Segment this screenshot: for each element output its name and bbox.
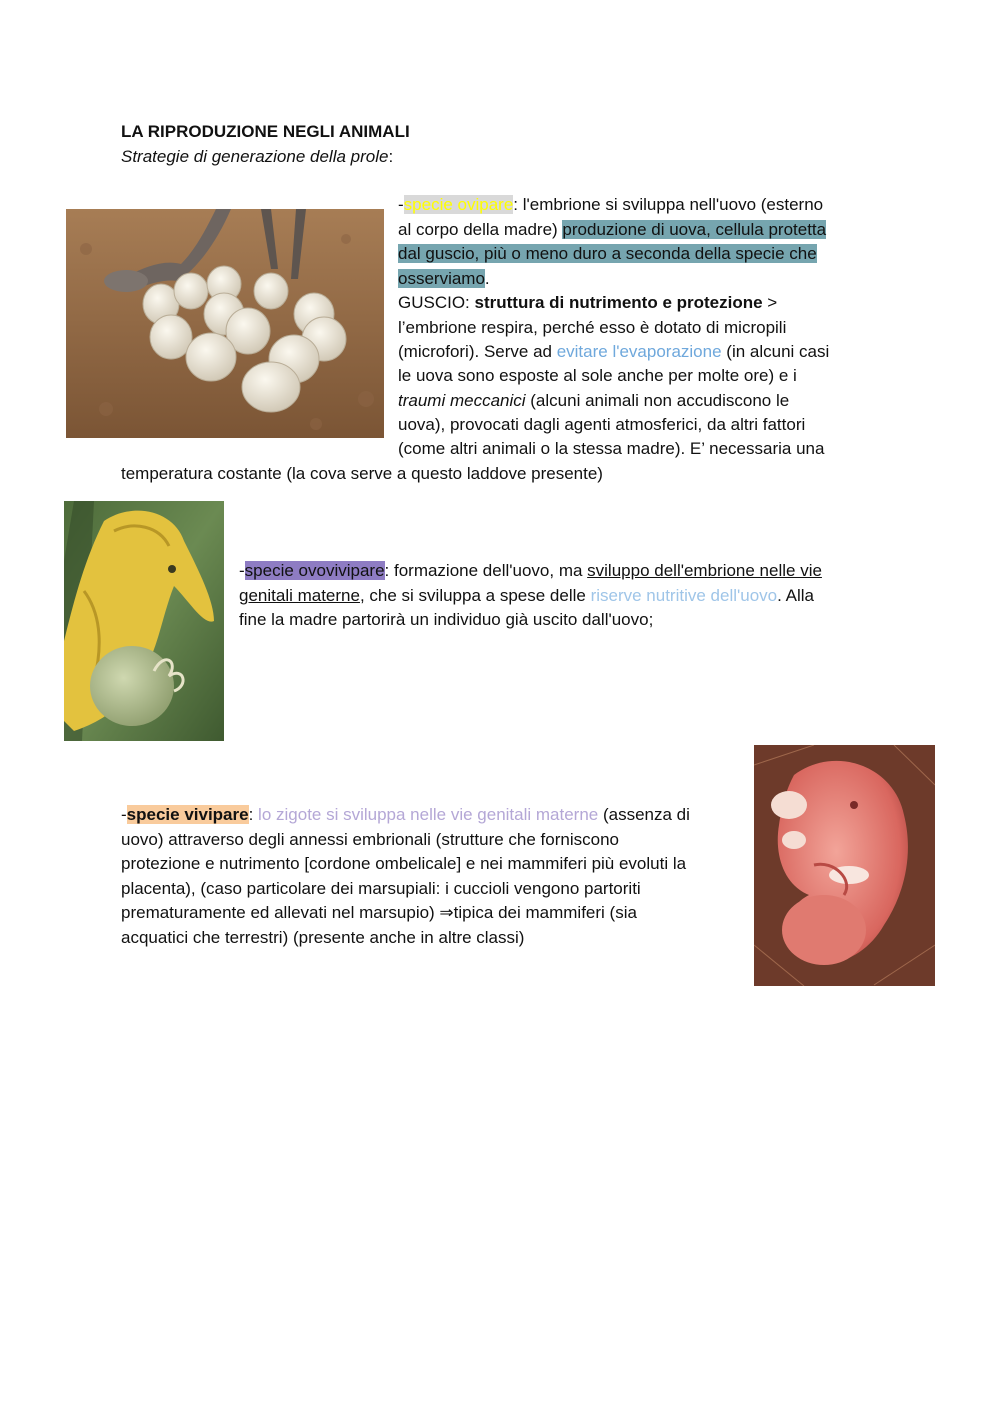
oviparous-line-6: l’embrione respira, perché esso è dotato di micropili xyxy=(398,318,787,337)
dash: - xyxy=(121,805,127,824)
text: , che si sviluppa a spese delle xyxy=(359,586,591,605)
oviparous-line-1 xyxy=(398,193,823,218)
oviparous-line-12: temperatura costante (la cova serve a questo laddove presente) xyxy=(121,464,603,483)
viviparous-line-3: protezione e nutrimento [cordone ombelicale] e nei mammiferi più evoluti la xyxy=(121,854,687,873)
viviparous-term: specie vivipare xyxy=(126,805,249,824)
page-subtitle xyxy=(121,145,393,170)
viviparous-line-5: prematuramente ed allevati nel marsupio) ⇒tipica dei mammiferi (sia xyxy=(121,903,637,922)
subtitle-text: Strategie di generazione della prole xyxy=(121,147,389,166)
text: . xyxy=(484,269,490,288)
oviparous-line-7 xyxy=(398,340,829,365)
oviparous-line-5 xyxy=(398,291,777,316)
colored-text: riserve nutritive dell'uovo xyxy=(590,586,778,605)
text: : formazione dell'uovo, ma xyxy=(384,561,588,580)
oviparous-line-3 xyxy=(398,242,817,267)
oviparous-term: specie ovipare xyxy=(403,195,514,214)
page-title: LA RIPRODUZIONE NEGLI ANIMALI xyxy=(121,122,410,141)
subtitle-colon: : xyxy=(388,147,394,166)
text: . Alla xyxy=(777,586,814,605)
viviparous-line-1 xyxy=(121,803,690,828)
oviparous-line-4 xyxy=(398,267,490,292)
text: GUSCIO: xyxy=(398,293,475,312)
text: : l'embrione si sviluppa nell'uovo (esterno xyxy=(513,195,824,214)
mammal-embryo-image xyxy=(754,745,935,986)
colored-text: evitare l'evaporazione xyxy=(556,342,722,361)
oviparous-line-2 xyxy=(398,218,826,243)
text: > xyxy=(762,293,778,312)
text: al corpo della madre) xyxy=(398,220,563,239)
text: : xyxy=(248,805,259,824)
ovoviviparous-line-2 xyxy=(239,584,814,609)
oviparous-line-9 xyxy=(398,389,789,414)
underlined-text: genitali materne xyxy=(239,586,360,605)
viviparous-line-2: uovo) attraverso degli annessi embrionali (strutture che forniscono xyxy=(121,830,619,849)
oviparous-line-11: (come altri animali o la stessa madre). E’ necessaria una xyxy=(398,439,825,458)
bold-text: struttura di nutrimento e protezione xyxy=(474,293,763,312)
dash: - xyxy=(239,561,245,580)
ovoviviparous-term: specie ovovivipare xyxy=(244,561,385,580)
seahorse-image xyxy=(64,501,224,741)
ostrich-eggs-image xyxy=(66,209,384,438)
text: (microfori). Serve ad xyxy=(398,342,557,361)
oviparous-line-8: le uova sono esposte al sole anche per molte ore) e i xyxy=(398,366,797,385)
oviparous-line-10: uova), provocati dagli agenti atmosferici, da altri fattori xyxy=(398,415,806,434)
highlighted-text: osserviamo xyxy=(398,269,485,288)
colored-text: lo zigote si sviluppa nelle vie genitali materne xyxy=(258,805,599,824)
text: (alcuni animali non accudiscono le xyxy=(525,391,790,410)
dash: - xyxy=(398,195,404,214)
text: (assenza di xyxy=(598,805,690,824)
ovoviviparous-line-1 xyxy=(239,559,822,584)
viviparous-line-4: placenta), (caso particolare dei marsupiali: i cuccioli vengono partoriti xyxy=(121,879,641,898)
ovoviviparous-line-3: fine la madre partorirà un individuo già uscito dall'uovo; xyxy=(239,610,654,629)
text: (in alcuni casi xyxy=(721,342,830,361)
italic-text: traumi meccanici xyxy=(398,391,526,410)
highlighted-text: produzione di uova, cellula protetta xyxy=(562,220,827,239)
highlighted-text: dal guscio, più o meno duro a seconda della specie che xyxy=(398,244,817,263)
underlined-text: sviluppo dell'embrione nelle vie xyxy=(587,561,822,580)
viviparous-line-6: acquatici che terrestri) (presente anche in altre classi) xyxy=(121,928,525,947)
